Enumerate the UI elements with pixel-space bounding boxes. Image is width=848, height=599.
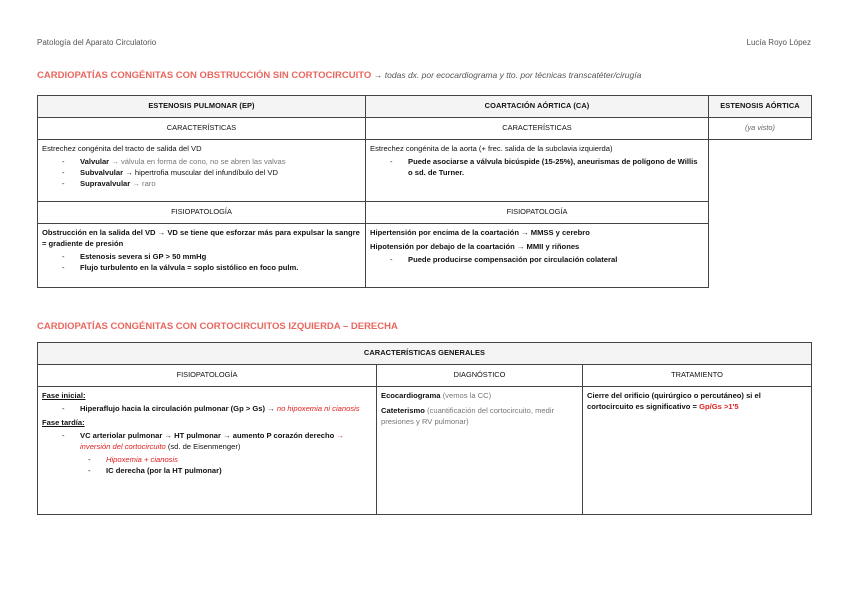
ca-header: COARTACIÓN AÓRTICA (CA) <box>366 96 709 118</box>
list-item: - Flujo turbulento en la válvula = soplo sistólico en foco pulm. <box>42 262 361 273</box>
col-diagnosis: DIAGNÓSTICO <box>377 365 583 387</box>
ep-physiopathology <box>38 224 366 288</box>
section1-note: → todas dx. por ecocardiograma y tto. por técnicas transcatéter/cirugía <box>373 70 642 80</box>
list-item: - Subvalvular → hipertrofia muscular del infundíbulo del VD <box>42 167 361 178</box>
list-item: - VC arteriolar pulmonar → HT pulmonar → aumento P corazón derecho → inversión del cortocircuito (sd. de Eisenmenger) <box>42 430 372 452</box>
ea-header: ESTENOSIS AÓRTICA <box>709 96 812 118</box>
shunt-treatment <box>583 387 812 515</box>
ep-header: ESTENOSIS PULMONAR (EP) <box>38 96 366 118</box>
phase-initial-label: Fase inicial: <box>42 391 86 400</box>
shunt-table <box>37 342 812 515</box>
ca-characteristics <box>366 140 709 202</box>
shunt-physiopathology <box>38 387 377 515</box>
col-treatment: TRATAMIENTO <box>583 365 812 387</box>
list-item: - Hipoxemia + cianosis <box>42 454 372 465</box>
col-physiopathology: FISIOPATOLOGÍA <box>38 365 377 387</box>
ca-car-intro: Estrechez congénita de la aorta (+ frec. salida de la subclavia izquierda) <box>370 144 613 153</box>
shunt-diagnosis <box>377 387 583 515</box>
list-item: - IC derecha (por la HT pulmonar) <box>42 465 372 476</box>
header-right: Lucía Royo López <box>746 38 811 47</box>
section2-title-text: CARDIOPATÍAS CONGÉNITAS CON CORTOCIRCUITOS IZQUIERDA – DERECHA <box>37 321 398 332</box>
diag-cath: Cateterismo (cuantificación del cortocircuito, medir presiones y RV pulmonar) <box>381 406 555 426</box>
list-item: - Puede producirse compensación por circulación colateral <box>370 254 704 265</box>
section1-title-text: CARDIOPATÍAS CONGÉNITAS CON OBSTRUCCIÓN SIN CORTOCIRCUITO <box>37 70 372 81</box>
ep-car-intro: Estrechez congénita del tracto de salida del VD <box>42 144 202 153</box>
list-item: - Valvular → válvula en forma de cono, no se abren las valvas <box>42 156 361 167</box>
treatment-text: Cierre del orificio (quirúrgico o percutáneo) si el cortocircuito es significativo = Gp/Gs >1'5 <box>587 391 761 411</box>
header-left: Patología del Aparato Circulatorio <box>37 38 157 47</box>
section1-title <box>37 70 641 81</box>
ca-fis-label: FISIOPATOLOGÍA <box>366 202 709 224</box>
section2-title <box>37 321 398 332</box>
obstruction-table <box>37 95 812 288</box>
ca-physiopathology <box>366 224 709 288</box>
list-item: - Hiperaflujo hacia la circulación pulmonar (Gp > Gs) → no hipoxemia ni cianosis <box>42 403 372 414</box>
list-item: - Puede asociarse a válvula bicúspide (15-25%), aneurismas de polígono de Willis o sd. de Turner. <box>370 156 704 178</box>
phase-late-label: Fase tardía: <box>42 418 85 427</box>
ea-sub: (ya visto) <box>709 118 812 140</box>
list-item: - Supravalvular → raro <box>42 178 361 189</box>
ca-fis-line-2: Hipotensión por debajo de la coartación → MMII y riñones <box>370 242 580 251</box>
ca-fis-line-1: Hipertensión por encima de la coartación → MMSS y cerebro <box>370 228 590 237</box>
ep-characteristics <box>38 140 366 202</box>
diag-echo: Ecocardiograma (vemos la CC) <box>381 391 492 400</box>
ep-fis-label: FISIOPATOLOGÍA <box>38 202 366 224</box>
ep-car-label: CARACTERÍSTICAS <box>38 118 366 140</box>
list-item: - Estenosis severa si GP > 50 mmHg <box>42 251 361 262</box>
ca-car-label: CARACTERÍSTICAS <box>366 118 709 140</box>
general-characteristics-header: CARACTERÍSTICAS GENERALES <box>38 343 812 365</box>
ep-fis-intro: Obstrucción en la salida del VD → VD se tiene que esforzar más para expulsar la sangre = gradiente de presión <box>42 228 360 248</box>
